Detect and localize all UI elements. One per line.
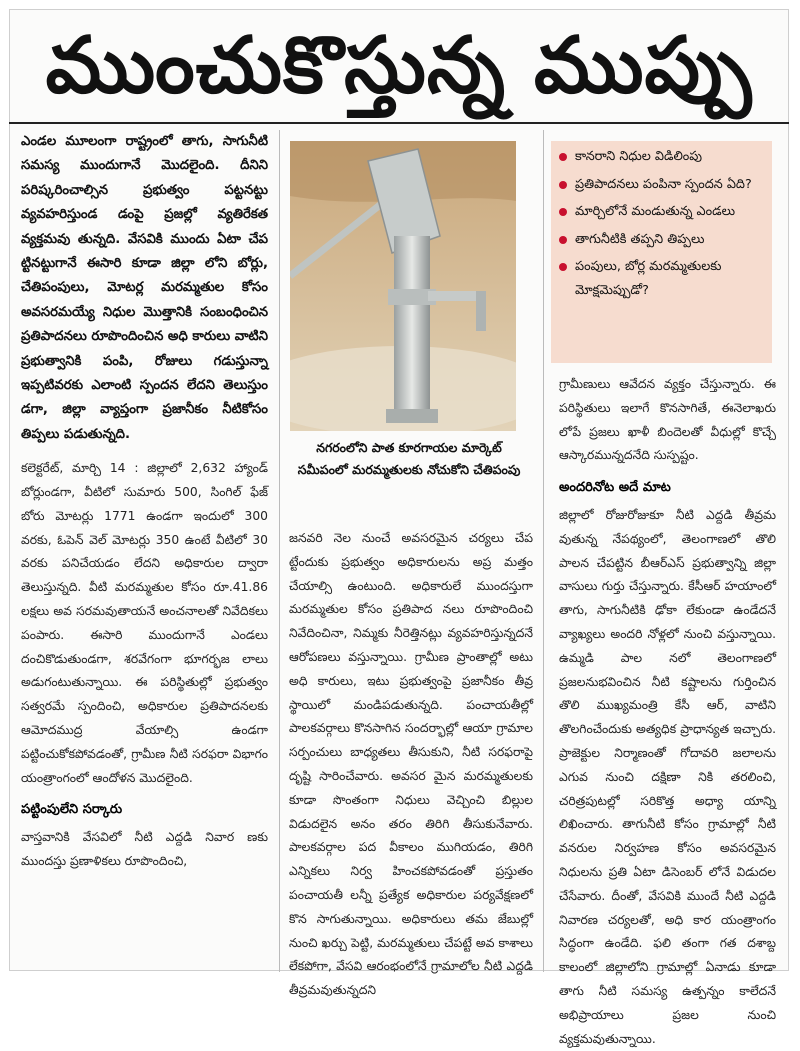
highlight-item: పంపులు, బోర్ల మరమ్మతులకు మోక్షమెప్పుడో? (559, 255, 764, 302)
body-paragraph: జిల్లాలో రోజురోజుకూ నీటి ఎద్దడి తీవ్రమ వుతున్న నేపథ్యంలో, తెలంగాణలో తొలి పాలన చేపట్టిన బీఆర్ఎస్ ప్రభుత్వాన్ని జిల్లా వాసులు గుర్తు చేస్తున్నారు. కేసీఆర్ హయాంలో తాగు, సాగునీటికి ఢోకా లేకుండా ఉండేదనే వ్యాఖ్యలు అందరి నోళ్లలో నుంచి వస్తున్నాయి. ఉమ్మడి పాల నలో తెలంగాణలో ప్రజలనుభవించిన నీటి కష్టాలను గుర్తించిన తొలి ముఖ్యమంత్రి కేసీ ఆర్, వాటిని తొలగించేందుకు అత్యధిక ప్రాధాన్యత ఇచ్చారు. ప్రాజెక్టుల నిర్మాణంతో గోదావరి జలాలను ఎగువ నుంచి దక్షిణా నికి తరలించి, చరిత్రపుటల్లో సరికొత్త అధ్యా యాన్ని లిఖించారు. తాగునీటి కోసం గ్రామాల్లో నీటి వనరుల నిర్వహణ కోసం అవసరమైన నిధులను ప్రతి ఏటా డిసెంబర్ లోనే విడుదల చేసేవారు. దీంతో, వేసవికి ముందే నీటి ఎద్దడి నివారణ చర్యలతో, అధి కార యంత్రాంగం సిద్ధంగా ఉండేది. ఫలి తంగా గత దశాబ్ద కాలంలో జిల్లాలోని గ్రామాల్లో ఏనాడు కూడా తాగు నీటి సమస్య ఉత్పన్నం కాలేదనే అభిప్రాయాలు ప్రజల నుంచి వ్యక్తమవుతున్నాయి. (559, 507, 776, 1046)
lead-paragraph: ఎండల మూలంగా రాష్ట్రంలో తాగు, సాగునీటి సమస్య ముందుగానే మొదలైంది. దీనిని పరిష్కరించాల్సిన ప్రభుత్వం పట్టనట్టు వ్యవహరిస్తుండ డంపై ప్రజల్లో వ్యతిరేకత వ్యక్తమవు తున్నది. వేసవికి ముందు ఏటా చేప ట్టినట్టుగానే ఈసారి కూడా జిల్లా లోని బోర్లు, చేతిపంపులు, మోటర్ల మరమ్మతుల కోసం అవసరమయ్యే నిధుల మొత్తానికి సంబంధించిన ప్రతిపాదనలు రూపొందించిన అధి కారులు వాటిని ప్రభుత్వానికి పంపి, రోజులు గడుస్తున్నా ఇప్పటివరకు ఎలాంటి స్పందన లేదని తెలుస్తుం డగా, జిల్లా వ్యాప్తంగా ప్రజానీకం నీటికోసం తిప్పలు పడుతున్నది. (21, 134, 268, 442)
bullet-icon (559, 263, 567, 271)
subheading: అందరినోట అదే మాట (559, 480, 671, 496)
highlight-item: ప్రతిపాదనలు పంపినా స్పందన ఏది? (559, 173, 764, 197)
column-divider (279, 130, 280, 972)
bullet-icon (559, 236, 567, 244)
highlights-box (551, 141, 772, 363)
bullet-icon (559, 208, 567, 216)
body-paragraph: గ్రామీణులు ఆవేదన వ్యక్తం చేస్తున్నారు. ఈ పరిస్థితులు ఇలాగే కొనసాగితే, ఈనెలాఖరు లోపే ప్రజలు ఖాళీ బిందెలతో వీధుల్లో కొచ్చే ఆస్కారమున్నదనేది సుస్పష్టం. (559, 377, 776, 463)
subheading: పట్టింపులేని సర్కారు (21, 802, 123, 818)
headline: ముంచుకొస్తున్న ముప్పు (45, 21, 753, 111)
hand-pump-photo (290, 141, 516, 431)
bullet-icon (559, 181, 567, 189)
photo-caption: నగరంలోని పాత కూరగాయల మార్కెట్ సమీపంలో మరమ్మతులకు నోచుకోని చేతిపంపు (297, 440, 521, 477)
body-paragraph: జనవరి నెల నుంచే అవసరమైన చర్యలు చేప ట్టేందుకు ప్రభుత్వం అధికారులను అప్ర మత్తం చేయాల్సి ఉంటుంది. అధికారులే ముందస్తుగా మరమ్మతుల కోసం ప్రతిపాద నలు రూపొందించి నివేదించినా, నిమ్మకు నీరెత్తినట్లు వ్యవహరిస్తున్నదనే ఆరోపణలు వస్తున్నాయి. గ్రామీణ ప్రాంతాల్లో అటు అధి కారులు, ఇటు ప్రభుత్వంపై ప్రజానీకం తీవ్ర స్థాయిలో మండిపడుతున్నది. పంచాయతీల్లో పాలకవర్గాలు కొనసాగిన సందర్భాల్లో ఆయా గ్రామాల సర్పంచులు బాధ్యతలు తీసుకుని, నీటి సరఫరాపై దృష్టి సారించేవారు. అవసర మైన మరమ్మతులకు కూడా సొంతంగా నిధులు వెచ్చించి బిల్లుల విడుదలైన అనం తరం తిరిగి తీసుకునేవారు. పాలకవర్గాల పద వీకాలం ముగియడం, తిరిగి ఎన్నికలు నిర్వ హించకపోవడంతో ప్రస్తుతం పంచాయతీ లన్నీ ప్రత్యేక అధికారుల పర్యవేక్షణలో కొన సాగుతున్నాయి. అధికారులు తమ జేబుల్లో నుంచి ఖర్చు పెట్టి, మరమ్మతులు చేపట్టే అవ కాశాలు లేకపోగా, వేసవి ఆరంభంలోనే గ్రామాలోల నీటి ఎద్దడి తీవ్రమవుతున్నదని (289, 531, 533, 998)
article-column-2 (289, 527, 533, 1003)
article-column-3 (559, 373, 776, 1051)
bullet-icon (559, 153, 567, 161)
body-paragraph: కలెక్టరేట్, మార్చి 14 : జిల్లాలో 2,632 హ్యాండ్ బోర్లుండగా, వీటిలో సుమారు 500, సింగిల్ ఫేజ్ బోరు మోటర్లు 1771 ఉండగా ఇందులో 300 వరకు, ఓపెన్ వెల్ మోటర్లు 350 ఉంటే వీటిలో 30 వరకు పనిచేయడం లేదని అధికారుల ద్వారా తెలుస్తున్నది. వీటి మరమ్మతుల కోసం రూ.41.86 లక్షలు అవ సరమవుతాయనే అంచనాలతో నివేదికలు పంపారు. ఈసారి ముందుగానే ఎండలు దంచికొడుతుండగా, శరవేగంగా భూగర్భజ లాలు అడుగంటుతున్నాయి. ఈ పరిస్థితుల్లో ప్రభుత్వం సత్వరమే స్పందించి, అధికారుల ప్రతిపాదనలకు ఆమోదముద్ర వేయాల్సి ఉండగా పట్టించుకోకపోవడంతో, గ్రామీణ నీటి సరఫరా విభాగం యంత్రాంగంలో ఆందోళన మొదలైంది. (21, 461, 268, 785)
column-divider (543, 130, 544, 972)
body-paragraph: వాస్తవానికి వేసవిలో నీటి ఎద్దడి నివార ణకు ముందస్తు ప్రణాళికలు రూపొందించి, (21, 830, 268, 869)
hand-pump-image (290, 141, 516, 431)
highlight-item: కానరాని నిధుల విడిలింపు (559, 145, 764, 169)
article-column-1 (21, 130, 268, 874)
highlight-item: మార్చిలోనే మండుతున్న ఎండలు (559, 200, 764, 224)
highlight-item: తాగునీటికి తప్పని తిప్పలు (559, 228, 764, 252)
headline-rule (9, 122, 789, 124)
